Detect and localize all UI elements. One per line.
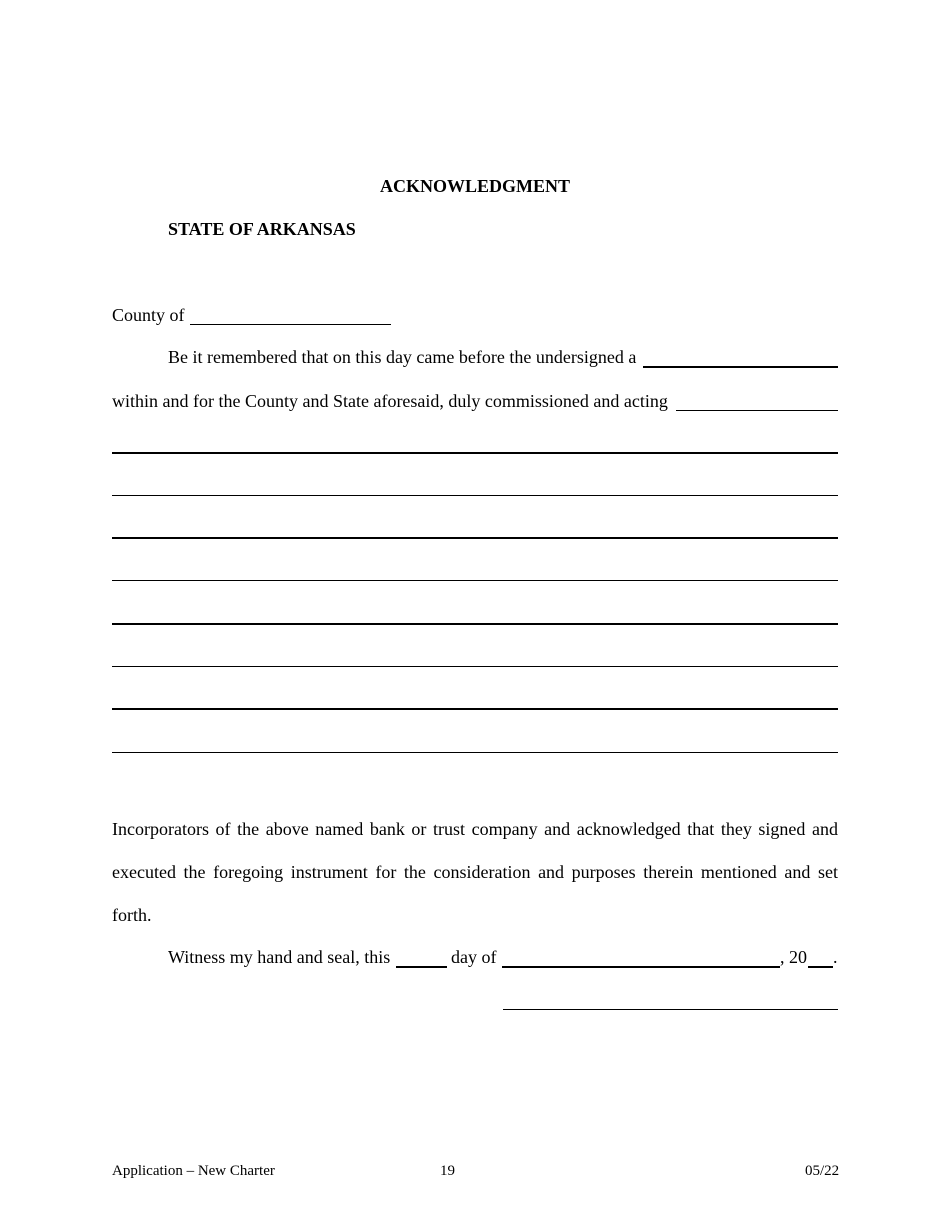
incorporator-line-1[interactable] <box>112 452 838 454</box>
state-heading: STATE OF ARKANSAS <box>168 219 356 239</box>
incorporator-line-3[interactable] <box>112 537 838 539</box>
incorporator-line-5[interactable] <box>112 623 838 625</box>
witness-day-field[interactable] <box>396 966 447 968</box>
document-title: ACKNOWLEDGMENT <box>379 176 570 196</box>
signature-line[interactable] <box>503 1009 838 1010</box>
county-field[interactable] <box>190 324 391 325</box>
footer-left: Application – New Charter <box>112 1163 275 1179</box>
within-text: within and for the County and State aforesaid, duly commissioned and acting <box>112 391 668 411</box>
incorporator-line-6[interactable] <box>112 666 838 667</box>
witness-year-field[interactable] <box>808 966 833 968</box>
witness-prefix: Witness my hand and seal, this <box>168 947 391 967</box>
incorporator-line-2[interactable] <box>112 495 838 496</box>
remembered-text: Be it remembered that on this day came before the undersigned a <box>168 347 637 367</box>
footer-page-number: 19 <box>440 1163 455 1179</box>
witness-month-field[interactable] <box>502 966 780 968</box>
witness-day-of: day of <box>451 947 497 967</box>
county-label: County of <box>112 305 185 325</box>
witness-year-prefix: , 20 <box>780 947 807 967</box>
acting-field[interactable] <box>676 410 838 411</box>
incorporator-line-7[interactable] <box>112 708 838 710</box>
officer-title-field[interactable] <box>643 366 838 368</box>
incorporator-line-4[interactable] <box>112 580 838 581</box>
incorporators-paragraph: Incorporators of the above named bank or trust company and acknowledged that they signed and executed the foregoing instrument for the consideration and purposes therein mentioned and set forth. <box>112 819 838 925</box>
incorporator-line-8[interactable] <box>112 752 838 753</box>
footer-date: 05/22 <box>805 1163 840 1179</box>
witness-end: . <box>833 947 838 967</box>
